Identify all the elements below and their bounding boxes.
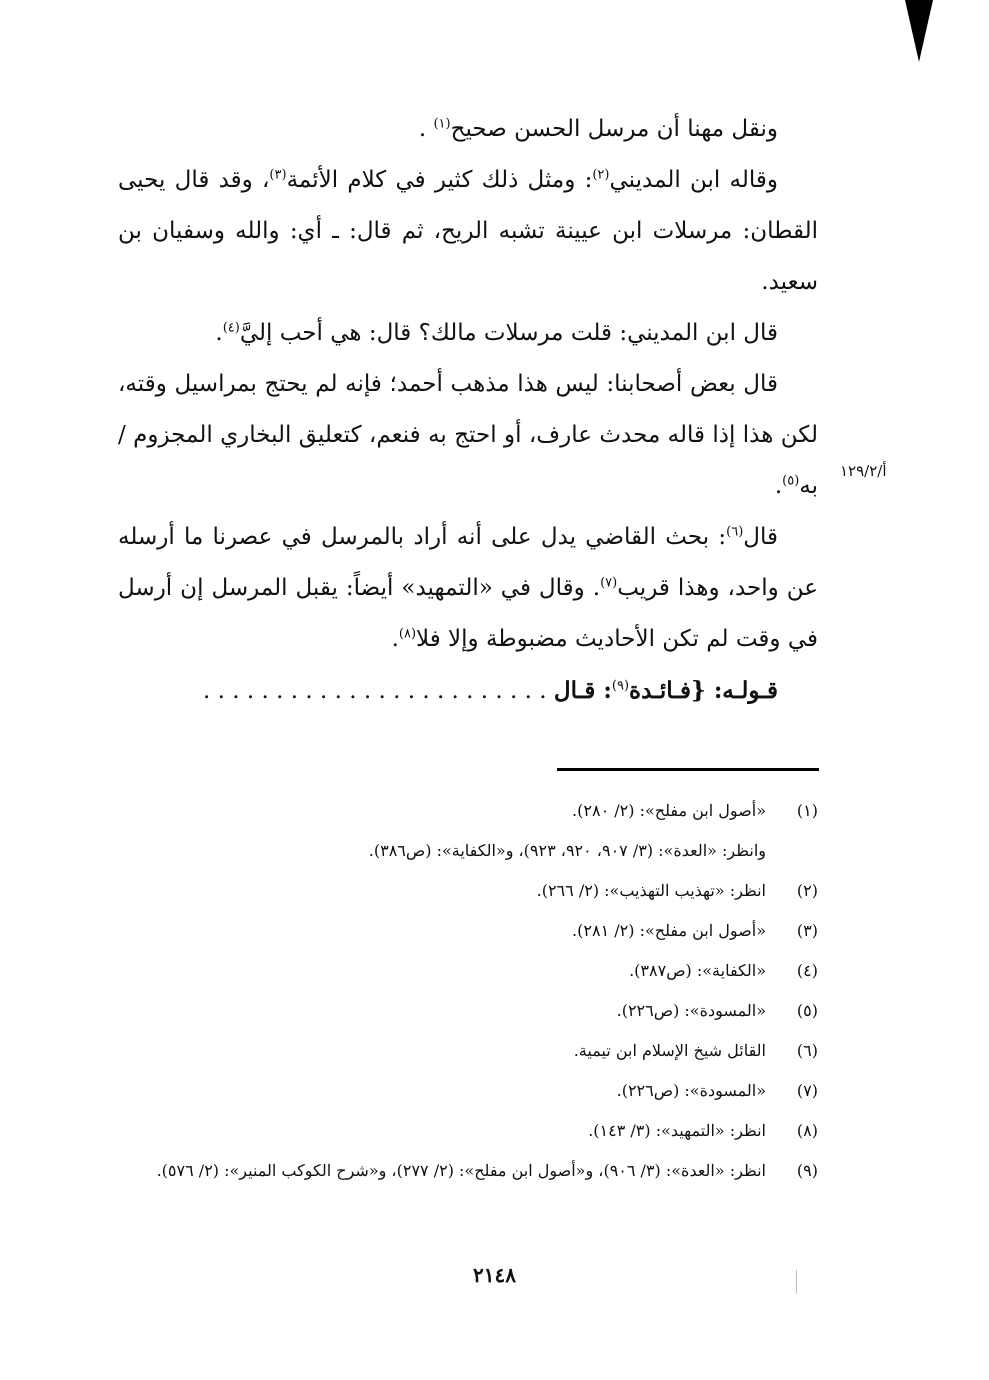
paragraph-4: قال بعض أصحابنا: ليس هذا مذهب أحمد؛ فإنه لم يحتج بمراسيل وقته، لكن هذا إذا قاله محدث عارف، أو احتج به فنعم، كتعليق البخاري المجزوم / به$^{(٥)}$. (118, 371, 818, 499)
footnote-ref-5[interactable]: (٥) (782, 473, 800, 489)
footnote-text: «المسودة»: (ص٢٢٦). (616, 1001, 766, 1020)
footnote-5 (118, 991, 818, 1031)
paragraph-1: ونقل مهنا أن مرسل الحسن صحيح$^{(١)}$ . (418, 116, 778, 142)
paragraph-3: قال ابن المديني: قلت مرسلات مالك؟ قال: هي أحب إليَّ$^{(٤)}$. (215, 320, 778, 346)
footnote-7 (118, 1071, 818, 1111)
scan-artifact-line (796, 1270, 797, 1294)
footnotes (118, 791, 818, 1191)
paragraph-2: وقاله ابن المديني$^{(٢)}$: ومثل ذلك كثير في كلام الأئمة$^{(٣)}$، وقد قال يحيى القطان: مرسلات ابن عيينة تشبه الريح، ثم قال: ـ أي: والله وسفيان بن سعيد. (118, 167, 818, 295)
paragraph-5: قال$^{(٦)}$: بحث القاضي يدل على أنه أراد بالمرسل في عصرنا ما أرسله عن واحد، وهذا قريب$^{(٧)}$. وقال في «التمهيد» أيضاً: يقبل المرسل إن أرسل في وقت لم تكن الأحاديث مضبوطة وإلا فلا$^{(٨)}$. (118, 524, 818, 652)
page-number: ٢١٤٨ (473, 1263, 516, 1287)
footnote-1-continuation: وانظر: «العدة»: (٣/ ٩٠٧، ٩٢٠، ٩٢٣)، و«الكفاية»: (ص٣٨٦). (368, 841, 766, 860)
manuscript-folio-note: أ/١٢٩/٢ (840, 462, 887, 480)
footnote-number: (٣) (796, 921, 818, 940)
footnote-number: (٧) (796, 1081, 818, 1100)
footnote-4 (118, 951, 818, 991)
footnote-number: (١) (796, 801, 818, 820)
footnote-number: (٥) (796, 1001, 818, 1020)
footnote-ref-8[interactable]: (٨) (398, 626, 417, 642)
footnote-number: (٦) (796, 1041, 818, 1060)
footnote-1 (118, 791, 818, 831)
footnote-text: القائل شيخ الإسلام ابن تيمية. (573, 1041, 766, 1060)
footnote-8 (118, 1111, 818, 1151)
footnote-text: «أصول ابن مفلح»: (٢/ ٢٨٠). (572, 801, 766, 820)
footnote-9 (118, 1151, 818, 1191)
footnote-ref-1[interactable]: (١) (433, 116, 451, 132)
footnote-6 (118, 1031, 818, 1071)
footnote-ref-9[interactable]: (٩) (611, 678, 630, 694)
footnote-3 (118, 911, 818, 951)
footnote-text: «الكفاية»: (ص٣٨٧). (629, 961, 766, 980)
paragraph-6: قـولـه: {فـائـدة$^{(٩)}$: قـال . . . . . . . . . . . . . . . . . . . . . . . . (202, 677, 778, 704)
main-text (118, 104, 818, 717)
page-corner-mark (905, 0, 933, 62)
footnote-ref-6[interactable]: (٦) (726, 524, 744, 540)
footnote-text: انظر: «تهذيب التهذيب»: (٢/ ٢٦٦). (536, 881, 766, 900)
dotted-leader: . . . . . . . . . . . . . . . . . . . . . . . . (202, 678, 554, 704)
footnote-ref-4[interactable]: (٤) (222, 320, 240, 336)
footnote-ref-7[interactable]: (٧) (600, 575, 618, 591)
footnote-text: «أصول ابن مفلح»: (٢/ ٢٨١). (572, 921, 766, 940)
footnote-number: (٩) (796, 1161, 818, 1180)
footnote-text: «المسودة»: (ص٢٢٦). (616, 1081, 766, 1100)
footnote-number: (٨) (796, 1121, 818, 1140)
footnote-2 (118, 871, 818, 911)
footnote-text: انظر: «العدة»: (٣/ ٩٠٦)، و«أصول ابن مفلح»: (٢/ ٢٧٧)، و«شرح الكوكب المنير»: (٢/ ٥٧٦). (156, 1161, 766, 1180)
footnote-text: انظر: «التمهيد»: (٣/ ١٤٣). (588, 1121, 766, 1140)
footnote-separator (557, 768, 819, 771)
footnote-ref-3[interactable]: (٣) (269, 167, 287, 183)
footnote-number: (٢) (796, 881, 818, 900)
footnote-ref-2[interactable]: (٢) (592, 167, 610, 183)
footnote-number: (٤) (796, 961, 818, 980)
